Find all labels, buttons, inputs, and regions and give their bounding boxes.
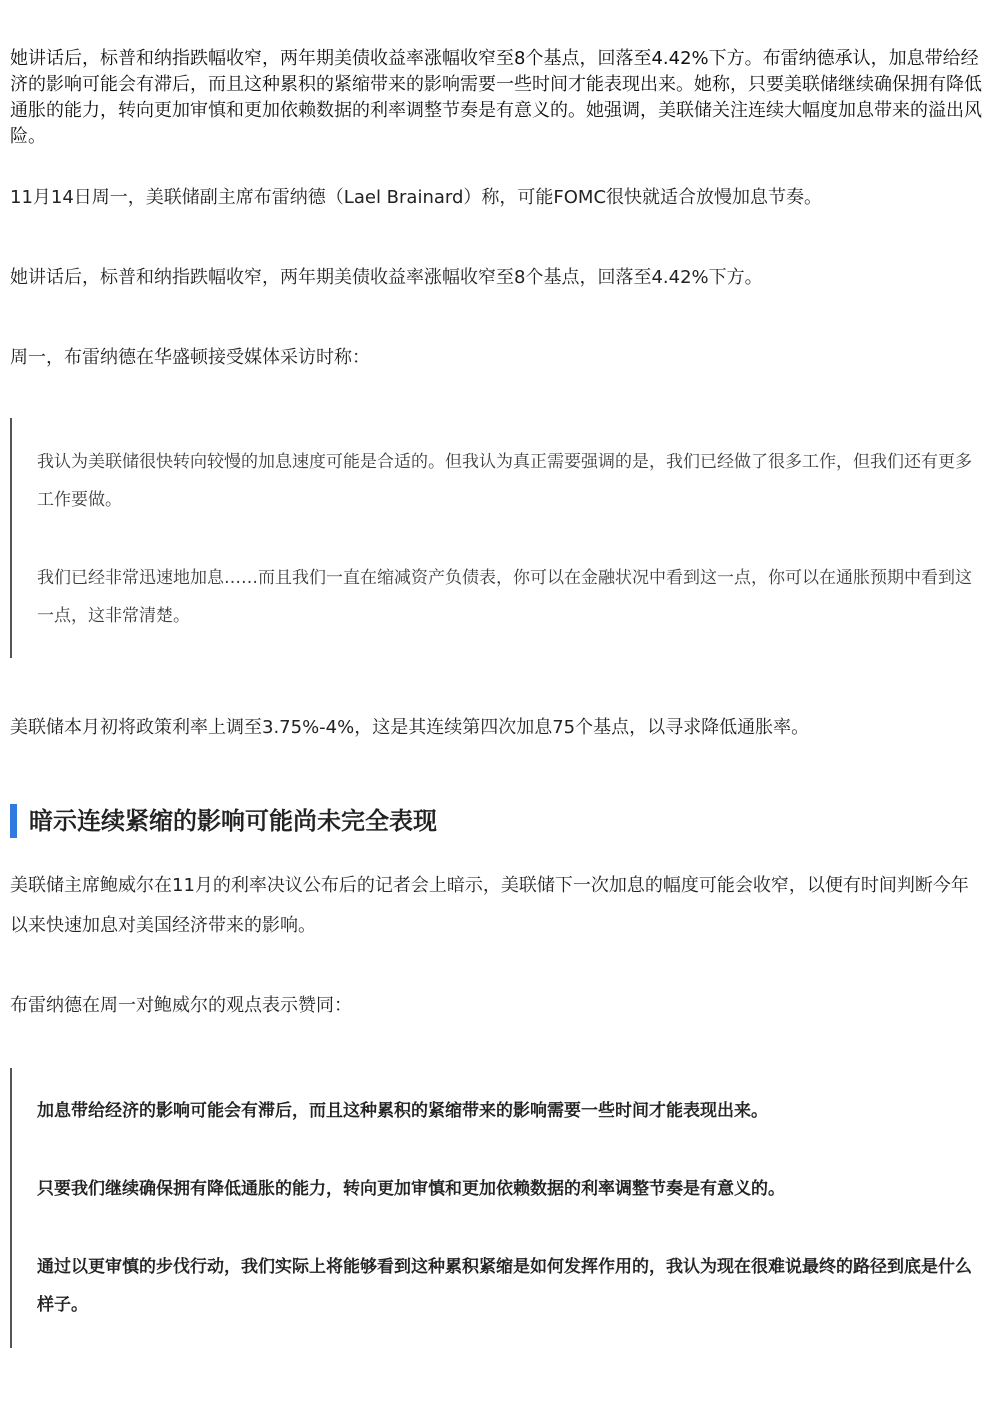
article-summary: 她讲话后，标普和纳指跌幅收窄，两年期美债收益率涨幅收窄至8个基点，回落至4.42%下方。布雷纳德承认，加息带给经济的影响可能会有滞后，而且这种累积的紧缩带来的影响需要一些时间才能表现出来。她称，只要美联储继续确保拥有降低通胀的能力，转向更加审慎和更加依赖数据的利率调整节奏是有意义的。她强调，美联储关注连续大幅度加息带来的溢出风险。	[10, 48, 982, 147]
quote-paragraph-bold: 通过以更审慎的步伐行动，我们实际上将能够看到这种累积紧缩是如何发挥作用的，我认为现在很难说最终的路径到底是什么样子。	[37, 1257, 972, 1315]
quote-paragraph-bold: 加息带给经济的影响可能会有滞后，而且这种累积的紧缩带来的影响需要一些时间才能表现出来。	[37, 1101, 768, 1121]
quote-paragraph-bold: 只要我们继续确保拥有降低通胀的能力，转向更加审慎和更加依赖数据的利率调整节奏是有意义的。	[37, 1179, 785, 1199]
paragraph-interview-lead: 周一，布雷纳德在华盛顿接受媒体采访时称：	[10, 347, 370, 368]
blockquote-brainard	[10, 1068, 982, 1348]
quote-paragraph: 我认为美联储很快转向较慢的加息速度可能是合适的。但我认为真正需要强调的是，我们已经做了很多工作，但我们还有更多工作要做。	[37, 452, 972, 510]
paragraph-powell-hint: 美联储主席鲍威尔在11月的利率决议公布后的记者会上暗示，美联储下一次加息的幅度可能会收窄，以便有时间判断今年以来快速加息对美国经济带来的影响。	[10, 875, 969, 936]
article-body	[10, 46, 982, 1348]
paragraph-brainard-agrees: 布雷纳德在周一对鲍威尔的观点表示赞同：	[10, 995, 352, 1016]
quote-paragraph: 我们已经非常迅速地加息……而且我们一直在缩减资产负债表，你可以在金融状况中看到这一点，你可以在通胀预期中看到这一点，这非常清楚。	[37, 568, 972, 626]
section-heading: 暗示连续紧缩的影响可能尚未完全表现	[10, 804, 982, 838]
paragraph-rate-hike: 美联储本月初将政策利率上调至3.75%-4%，这是其连续第四次加息75个基点，以寻求降低通胀率。	[10, 717, 810, 738]
paragraph-intro: 11月14日周一，美联储副主席布雷纳德（Lael Brainard）称，可能FOMC很快就适合放慢加息节奏。	[10, 187, 823, 208]
blockquote-interview	[10, 418, 982, 658]
paragraph-after-speech: 她讲话后，标普和纳指跌幅收窄，两年期美债收益率涨幅收窄至8个基点，回落至4.42%下方。	[10, 267, 763, 288]
